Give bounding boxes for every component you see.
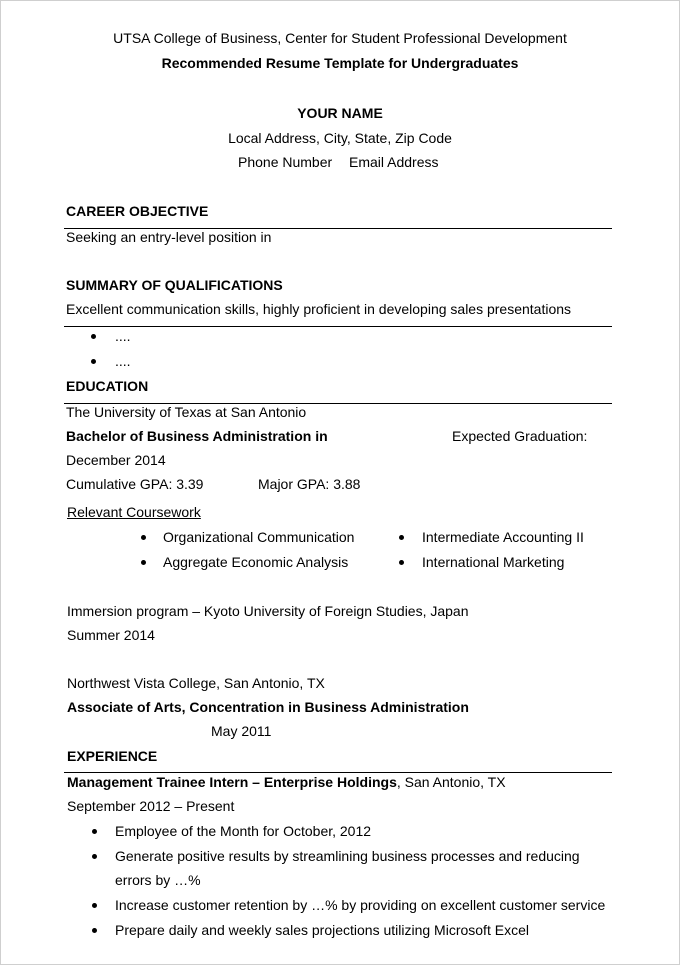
section-rule: [64, 772, 612, 773]
associate-degree: Associate of Arts, Concentration in Business Administration: [67, 699, 469, 715]
email-address: Email Address: [349, 154, 439, 170]
job-title: Management Trainee Intern – Enterprise Holdings: [67, 774, 397, 790]
job-dates: September 2012 – Present: [67, 798, 235, 814]
bullet-dot: [91, 334, 96, 339]
experience-bullet-continuation: errors by …%: [115, 872, 201, 888]
experience-heading: EXPERIENCE: [67, 748, 158, 764]
associate-date: May 2011: [211, 723, 272, 739]
major-gpa: Major GPA: 3.88: [258, 476, 361, 492]
education-heading: EDUCATION: [66, 378, 149, 394]
career-objective-text: Seeking an entry-level position in: [66, 229, 272, 245]
experience-bullet: Prepare daily and weekly sales projections utilizing Microsoft Excel: [115, 922, 529, 938]
job-location: , San Antonio, TX: [396, 774, 506, 790]
bullet-dot: [141, 560, 146, 565]
bullet-dot: [92, 854, 97, 859]
bullet-dot: [92, 928, 97, 933]
section-rule: [64, 326, 612, 327]
bullet-dot: [91, 359, 96, 364]
coursework-item: Aggregate Economic Analysis: [163, 554, 349, 570]
experience-bullet: Generate positive results by streamlining business processes and reducing: [115, 848, 580, 864]
institution-line: UTSA College of Business, Center for Student Professional Development: [113, 30, 567, 46]
graduation-date: December 2014: [66, 452, 166, 468]
coursework-item: Intermediate Accounting II: [422, 529, 584, 545]
coursework-heading: Relevant Coursework: [67, 504, 201, 520]
second-college: Northwest Vista College, San Antonio, TX: [67, 675, 325, 691]
experience-bullet: Employee of the Month for October, 2012: [115, 823, 372, 839]
bullet-dot: [399, 535, 404, 540]
summary-heading: SUMMARY OF QUALIFICATIONS: [66, 277, 283, 293]
summary-bullet: ....: [115, 353, 131, 369]
expected-graduation-label: Expected Graduation:: [452, 428, 588, 444]
your-name: YOUR NAME: [297, 105, 383, 121]
school-name: The University of Texas at San Antonio: [66, 404, 307, 420]
bullet-dot: [399, 560, 404, 565]
address-line: Local Address, City, State, Zip Code: [228, 130, 452, 146]
career-objective-heading: CAREER OBJECTIVE: [66, 203, 209, 219]
immersion-date: Summer 2014: [67, 627, 155, 643]
bullet-dot: [92, 903, 97, 908]
degree: Bachelor of Business Administration in: [66, 428, 328, 444]
job-heading: [67, 774, 506, 791]
coursework-item: Organizational Communication: [163, 529, 355, 545]
summary-bullet: ....: [115, 328, 131, 344]
cumulative-gpa: Cumulative GPA: 3.39: [66, 476, 204, 492]
immersion-program: Immersion program – Kyoto University of Foreign Studies, Japan: [67, 603, 469, 619]
experience-bullet: Increase customer retention by …% by providing on excellent customer service: [115, 897, 606, 913]
bullet-dot: [141, 535, 146, 540]
coursework-item: International Marketing: [422, 554, 565, 570]
phone-number: Phone Number: [238, 154, 333, 170]
summary-text: Excellent communication skills, highly proficient in developing sales presentations: [66, 301, 572, 317]
template-title: Recommended Resume Template for Undergraduates: [161, 55, 519, 71]
bullet-dot: [92, 829, 97, 834]
